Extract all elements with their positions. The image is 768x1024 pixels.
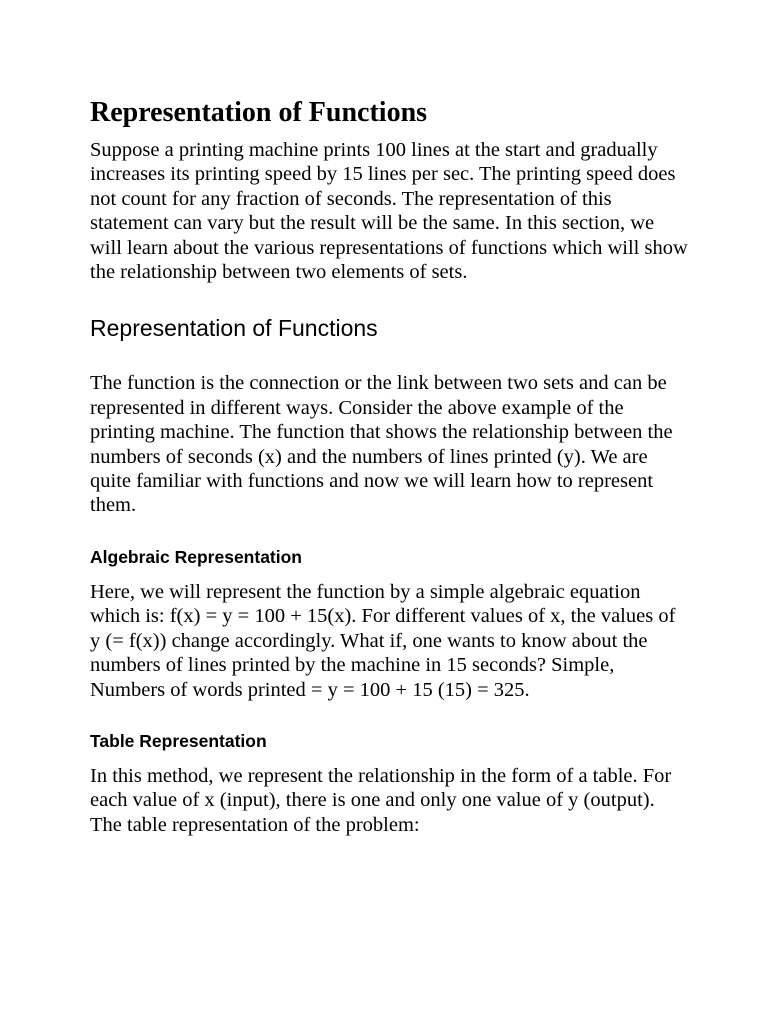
section-paragraph: The function is the connection or the link between two sets and can be represented in different ways. Consider the above example of the printing machine. The function that shows the relationship between the numbers of seconds (x) and the numbers of lines printed (y). We are quite familiar with functions and now we will learn how to represent them. <box>90 372 673 517</box>
algebraic-paragraph: Here, we will represent the function by a simple algebraic equation which is: f(x) = y = 100 + 15(x). For different values of x, the values of y (= f(x)) change accordingly. What if, one wants to know about the numbers of lines printed by the machine in 15 seconds? Simple, Numbers of words printed = y = 100 + 15 (15) = 325. <box>90 580 676 701</box>
document-page <box>90 96 690 837</box>
table-paragraph: In this method, we represent the relationship in the form of a table. For each value of x (input), there is one and only one value of y (output). The table representation of the problem: <box>90 764 672 836</box>
section-heading: Representation of Functions <box>90 315 378 342</box>
intro-paragraph: Suppose a printing machine prints 100 lines at the start and gradually increases its printing speed by 15 lines per sec. The printing speed does not count for any fraction of seconds. The representation of this statement can vary but the result will be the same. In this section, we will learn about the various representations of functions which will show the relationship between two elements of sets. <box>90 139 688 284</box>
table-heading: Table Representation <box>90 730 267 751</box>
algebraic-heading: Algebraic Representation <box>90 546 302 567</box>
page-title: Representation of Functions <box>90 97 428 128</box>
